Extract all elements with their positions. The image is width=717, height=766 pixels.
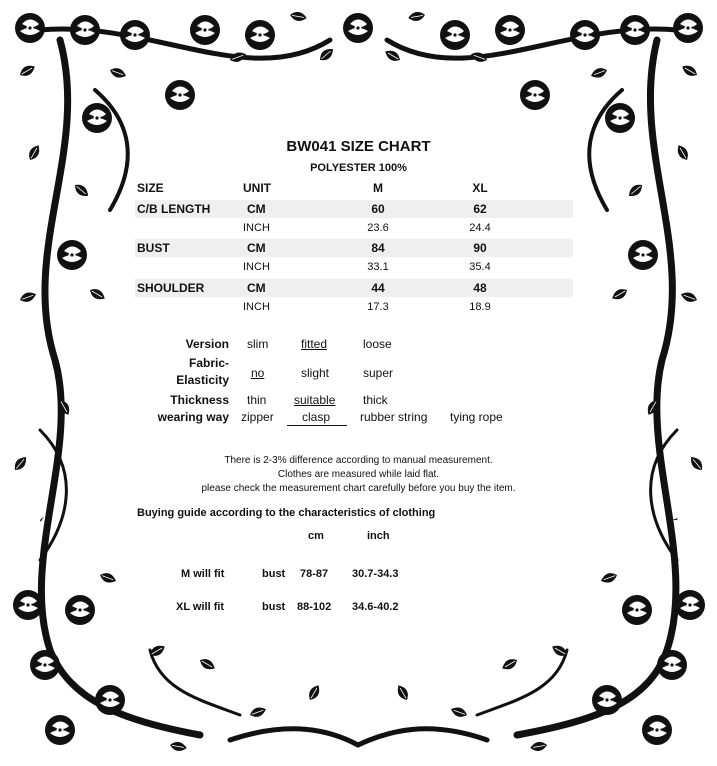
header-unit: UNIT <box>243 181 271 195</box>
elasticity-label-line2: Elasticity <box>176 373 229 387</box>
value-xl-cm: 48 <box>473 281 487 295</box>
header-size: SIZE <box>137 181 164 195</box>
elasticity-option: super <box>363 366 394 380</box>
row-label: C/B LENGTH <box>137 202 211 216</box>
guide-part: bust <box>262 601 286 613</box>
thickness-label: Thickness <box>170 393 229 407</box>
elasticity-option: slight <box>301 366 330 380</box>
guide-fit: XL will fit <box>176 601 225 613</box>
version-option: loose <box>363 337 392 351</box>
wearing-option-selected: clasp <box>302 410 331 424</box>
guide-col-inch: inch <box>367 530 390 542</box>
chart-title: BW041 SIZE CHART <box>286 138 431 155</box>
wearing-option: zipper <box>241 410 274 424</box>
guide-heading: Buying guide according to the characteristics of clothing <box>137 507 436 519</box>
elasticity-option-selected: no <box>251 366 265 380</box>
guide-cm: 78-87 <box>300 568 329 580</box>
unit-cm: CM <box>247 202 266 216</box>
wearing-option: rubber string <box>360 410 428 424</box>
version-label: Version <box>185 337 229 351</box>
row-label: BUST <box>137 241 170 255</box>
selected-underline <box>287 425 347 426</box>
row-label: SHOULDER <box>137 281 205 295</box>
value-xl-cm: 62 <box>473 202 487 216</box>
wearing-label: wearing way <box>157 410 229 424</box>
header-xl: XL <box>472 181 488 195</box>
guide-cm: 88-102 <box>297 601 332 613</box>
value-m-inch: 17.3 <box>367 301 389 313</box>
note-line: There is 2-3% difference according to manual measurement. <box>224 455 493 466</box>
value-xl-cm: 90 <box>473 241 487 255</box>
thickness-option: thin <box>247 393 267 407</box>
value-m-inch: 33.1 <box>367 261 389 273</box>
unit-inch: INCH <box>243 261 270 273</box>
value-xl-inch: 24.4 <box>469 222 491 234</box>
wearing-option: tying rope <box>450 410 503 424</box>
guide-col-cm: cm <box>308 530 324 542</box>
value-m-cm: 44 <box>371 281 385 295</box>
thickness-option: thick <box>363 393 388 407</box>
unit-inch: INCH <box>243 222 270 234</box>
note-line: please check the measurement chart carefully before you buy the item. <box>201 483 516 494</box>
value-xl-inch: 18.9 <box>469 301 491 313</box>
unit-cm: CM <box>247 281 266 295</box>
value-m-cm: 60 <box>371 202 385 216</box>
unit-cm: CM <box>247 241 266 255</box>
version-option: slim <box>247 337 269 351</box>
chart-subtitle: POLYESTER 100% <box>310 162 407 174</box>
value-m-cm: 84 <box>371 241 385 255</box>
value-xl-inch: 35.4 <box>469 261 491 273</box>
guide-fit: M will fit <box>181 568 225 580</box>
note-line: Clothes are measured while laid flat. <box>277 469 440 480</box>
elasticity-label-line1: Fabric- <box>188 356 229 370</box>
header-m: M <box>373 181 383 195</box>
unit-inch: INCH <box>243 301 270 313</box>
guide-inch: 34.6-40.2 <box>352 601 399 613</box>
version-option-selected: fitted <box>301 337 328 351</box>
value-m-inch: 23.6 <box>367 222 389 234</box>
guide-part: bust <box>262 568 286 580</box>
thickness-option-selected: suitable <box>294 393 336 407</box>
guide-inch: 30.7-34.3 <box>352 568 399 580</box>
